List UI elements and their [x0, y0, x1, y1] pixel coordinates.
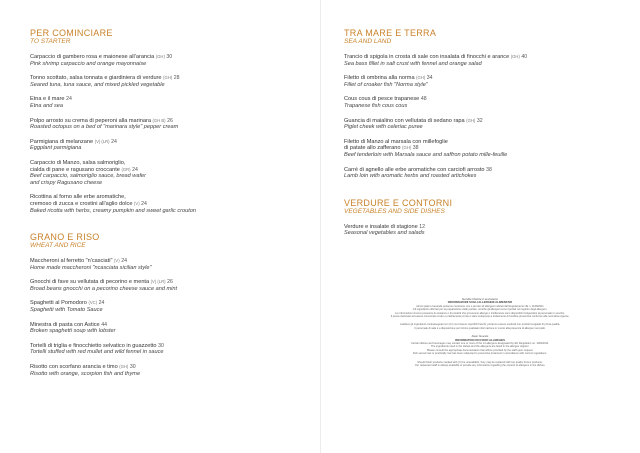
- allergen-code: (GH): [416, 75, 426, 81]
- dish-name: Trancio di spigola in crosta di sale con insalata di finocchi e arance: [344, 54, 510, 60]
- section-title: GRANO E RISO: [30, 232, 100, 243]
- menu-item-name-line: [30, 139, 302, 146]
- dish-price: 24: [121, 258, 127, 265]
- allergen-code: (VC): [88, 300, 98, 306]
- menu-item: [30, 300, 302, 313]
- dish-translation: Lamb loin with aromatic herbs and roasted artichokes: [344, 173, 477, 180]
- dish-price: 28: [173, 75, 180, 82]
- note-line: Alcuni piatti e bevande possono contenere uno o più dei 14 allergeni indicati dal Regolamento UE n. 1169/2011: [416, 304, 544, 308]
- section-subtitle: WHEAT AND RICE: [30, 242, 86, 250]
- section-title: PER COMINCIARE: [30, 28, 113, 38]
- allergen-code: (V): [114, 258, 120, 264]
- allergen-code: (GH): [402, 145, 412, 151]
- dish-price: 26: [167, 117, 173, 124]
- note-line: Gli ingredienti utilizzati per la preparazione delle portate, nonché gli allergeni sono riportati nel registro degli allergeni.: [412, 308, 548, 312]
- dish-price: 30: [166, 54, 173, 60]
- dish-name: Cous cous di pesce trapanese: [344, 96, 420, 103]
- dish-translation: Seasonal vegetables and salads: [344, 230, 425, 237]
- dish-price: 48: [420, 96, 427, 103]
- dish-name: Maccheroni al ferretto "n'casciati": [30, 258, 113, 265]
- note-subtitle: INFORMATION ON FOOD ALLERGIES: [454, 337, 506, 342]
- dish-translation: Roasted octopus on a bed of "marinara style" pepper cream: [30, 124, 179, 131]
- dish-name: Filetto di ombrina alla norma: [344, 75, 415, 82]
- dish-name: Tortelli di triglia e finocchietto selvatico in guazzetto: [30, 342, 157, 349]
- menu-item: [30, 258, 302, 271]
- dish-translation: Seared tuna, tuna sauce, and mixed pickled vegetable: [30, 81, 165, 88]
- dish-name: Risotto con scorfano arancia e timo: [30, 364, 118, 371]
- allergen-code: (GR): [121, 166, 131, 172]
- menu-item-name-line: [30, 300, 302, 307]
- menu-item: [344, 54, 616, 67]
- menu-item: [30, 322, 302, 335]
- note-line: Le informazioni circa la presenza di sostanze o di prodotti che provocano allergie o intolleranze sono disponibili rivolgendosi al personale in servizio.: [395, 311, 565, 315]
- dish-translation: Etna and sea: [30, 102, 63, 109]
- dish-price: 26: [167, 279, 173, 286]
- dish-name: Polpo arrosto su crema di peperoni alla marinara: [30, 117, 151, 124]
- menu-item: [30, 343, 302, 356]
- dish-translation: Sea bass fillet in salt crust with fennel and orange salad: [344, 60, 482, 67]
- right-page: [320, 0, 640, 453]
- dish-translation: Fillet of croaker fish "Norma style": [344, 81, 428, 88]
- menu-item-name-line: [30, 118, 302, 125]
- dish-translation: Piglet cheek with celeriac puree: [344, 124, 423, 131]
- menu-item: [30, 118, 302, 131]
- allergen-code: (GH): [466, 117, 476, 123]
- note-line: Should fresh products marked with (C) be unavailable, they may be replaced with top quality frozen products.: [417, 360, 543, 364]
- dish-price: 24: [132, 166, 138, 173]
- note-subtitle: INFORMAZIONI SUGLI ALLERGENI ALIMENTARI: [447, 300, 513, 305]
- dish-translation: Pink shrimp carpaccio and orange mayonnaise: [30, 60, 147, 67]
- note-line: Il personale di sala è a disposizione per fornire qualsiasi informazione in merito alla presenza di allergeni nei piatti.: [414, 326, 546, 330]
- dish-translation: Beef tenderloin with Marsala sauce and saffron potato mille-feuille: [344, 151, 508, 158]
- dish-price: 32: [476, 117, 483, 124]
- menu-item: [30, 139, 302, 152]
- menu-item-name-line: [344, 139, 616, 152]
- note-line: The ingredients used in the dishes and the allergens are listed in the allergen register.: [430, 345, 530, 349]
- allergen-code: (V) (LR): [94, 138, 110, 144]
- dish-price: 38: [412, 145, 419, 152]
- dish-price: 24: [66, 96, 72, 103]
- menu-item: [30, 160, 302, 186]
- dish-translation: Baked ricotta with herbs, creamy pumpkin and sweet garlic crouton: [30, 207, 197, 214]
- allergen-code: (GH): [119, 364, 129, 370]
- menu-item: [344, 139, 616, 159]
- note-block: [344, 361, 616, 368]
- dish-translation: Spaghetti with Tomato Sauce: [30, 307, 103, 314]
- dish-name: Filetto di Manzo al marsala con millefoglie di patate allo zafferano: [344, 138, 448, 152]
- dish-name: Carré di agnello alle erbe aromatiche con carciofi arrosto: [344, 166, 485, 173]
- allergen-code: (V) (LR): [150, 279, 166, 285]
- note-block: [344, 323, 616, 330]
- menu-item-name-line: [344, 167, 616, 174]
- menu-item: [30, 54, 302, 67]
- allergen-code: (GH): [155, 54, 165, 59]
- dish-price: 24: [141, 200, 147, 207]
- note-line: Please consult the appropriate documentation that will be provided by the staff upon request.: [426, 348, 534, 352]
- section-subtitle: SEA AND LAND: [344, 38, 392, 45]
- dish-name: Minestra di pasta con Astice: [30, 321, 100, 328]
- dish-name: Etna e il mare: [30, 96, 65, 103]
- dish-price: 44: [101, 321, 107, 328]
- dish-name: Ricottina al forno alle erbe aromatiche, cremoso di zucca e crostini all'aglio dolce: [30, 194, 133, 207]
- dish-translation: Tortelli stuffed with red mullet and wild fennel in sauce: [30, 349, 164, 356]
- menu-item-name-line: [30, 279, 302, 286]
- dish-name: Guancia di maialino con vellutata di sedano rapa: [344, 117, 465, 124]
- menu-item: [344, 167, 616, 180]
- right-menu-column: [344, 28, 616, 245]
- menu-item-name-line: [30, 364, 302, 371]
- menu-item-name-line: [344, 75, 616, 82]
- menu-item-name-line: [30, 343, 302, 350]
- allergen-code: (GH): [510, 54, 520, 59]
- section-title: VERDURE E CONTORNI: [344, 197, 453, 208]
- dish-name: Verdure e insalate di stagione: [344, 223, 418, 230]
- section-subtitle: VEGETABLES AND SIDE DISHES: [344, 207, 445, 215]
- note-line: Laddove gli ingredienti contrassegnati con (C) non fossero reperibili freschi, potranno essere sostituiti con prodotti surgelati di prima qualità.: [399, 323, 561, 327]
- menu-item: [30, 96, 302, 109]
- menu-item: [344, 118, 616, 131]
- note-title: Dear Guests: [471, 334, 489, 339]
- menu-item-name-line: [344, 118, 616, 125]
- dish-price: 40: [521, 54, 528, 60]
- menu-item-name-line: [30, 54, 302, 61]
- note-line: Fish served raw or practically raw has been subjected to preventive treatment in accordance with current regulations.: [412, 352, 548, 356]
- menu-item: [344, 75, 616, 88]
- menu-item-name-line: [30, 258, 302, 265]
- menu-item: [344, 96, 616, 109]
- dish-price: 30: [129, 364, 136, 371]
- note-line: Our restaurant staff is always available to provide any information regarding the content of allergens in the dishes.: [414, 364, 546, 368]
- menu-item-name-line: [30, 75, 302, 82]
- dish-name: Parmigiana di melanzane: [30, 138, 94, 145]
- menu-item: [30, 194, 302, 214]
- dish-name: Spaghetti al Pomodoro: [30, 300, 87, 307]
- dish-name: Gnocchi di fave su vellutata di pecorino e menta: [30, 279, 150, 286]
- section-subtitle: TO STARTER: [30, 38, 71, 45]
- note-block: [344, 298, 616, 318]
- menu-item-name-line: [30, 322, 302, 329]
- dish-price: 30: [158, 342, 164, 349]
- section-title: TRA MARE E TERRA: [344, 28, 437, 38]
- menu-item: [344, 224, 616, 237]
- menu-item-name-line: [344, 224, 616, 231]
- menu-item: [30, 75, 302, 88]
- note-line: Il pesce destinato ad essere consumato crudo o praticamente crudo è stato sottoposto a trattamento di bonifica preventiva conforme alla normativa vigente.: [390, 315, 570, 319]
- section-spacer: [344, 188, 616, 198]
- dish-name: Carpaccio di Manzo, salsa salmoriglio, cialda di pane e ragusano croccante: [30, 159, 126, 173]
- left-menu-column: [30, 28, 302, 385]
- dish-price: 34: [426, 75, 433, 82]
- menu-item: [30, 279, 302, 292]
- dish-translation: Trapanese fish cous cous: [344, 102, 408, 109]
- dish-translation: Risotto with orange, scorpion fish and thyme: [30, 370, 141, 377]
- dish-translation: Broken spaghetti soup with lobster: [30, 328, 116, 335]
- note-title: Gentile Cliente ti avvisiamo: [461, 297, 499, 301]
- dish-price: 38: [486, 166, 492, 173]
- allergen-code: (V): [134, 200, 140, 206]
- dish-translation: Eggplant parmigiana: [30, 145, 82, 152]
- menu-item: [30, 364, 302, 377]
- menu-item-name-line: [344, 96, 616, 103]
- section-spacer: [30, 222, 302, 232]
- dish-price: 24: [98, 300, 105, 307]
- allergen-code: (GH B): [152, 117, 166, 123]
- dish-translation: Beef carpaccio, salmoriglio sauce, bread wafer and crispy Ragusano cheese: [30, 173, 146, 186]
- menu-item-name-line: [30, 160, 302, 173]
- dish-price: 12: [419, 223, 426, 230]
- note-line: Certain dishes and beverages may contain one or more of the 14 allergens designated by EU Regulation no. 1169/2011.: [411, 342, 549, 346]
- dish-translation: Broad beans gnocchi on a pecorino cheese sauce and mint: [30, 285, 178, 292]
- note-block: [344, 335, 616, 355]
- menu-item-name-line: [30, 194, 302, 207]
- dish-name: Carpaccio di gambero rosa e maionese all'arancia: [30, 54, 155, 60]
- menu-item-name-line: [30, 96, 302, 103]
- menu-item-name-line: [344, 54, 616, 61]
- allergen-code: (GH): [163, 75, 173, 81]
- allergen-notes: [344, 298, 616, 373]
- dish-price: 24: [111, 138, 117, 145]
- dish-name: Tonno scottato, salsa tonnata e giardiniera di verdure: [30, 75, 162, 82]
- dish-translation: Home made maccheroni "ncasciata sicilian style": [30, 264, 152, 271]
